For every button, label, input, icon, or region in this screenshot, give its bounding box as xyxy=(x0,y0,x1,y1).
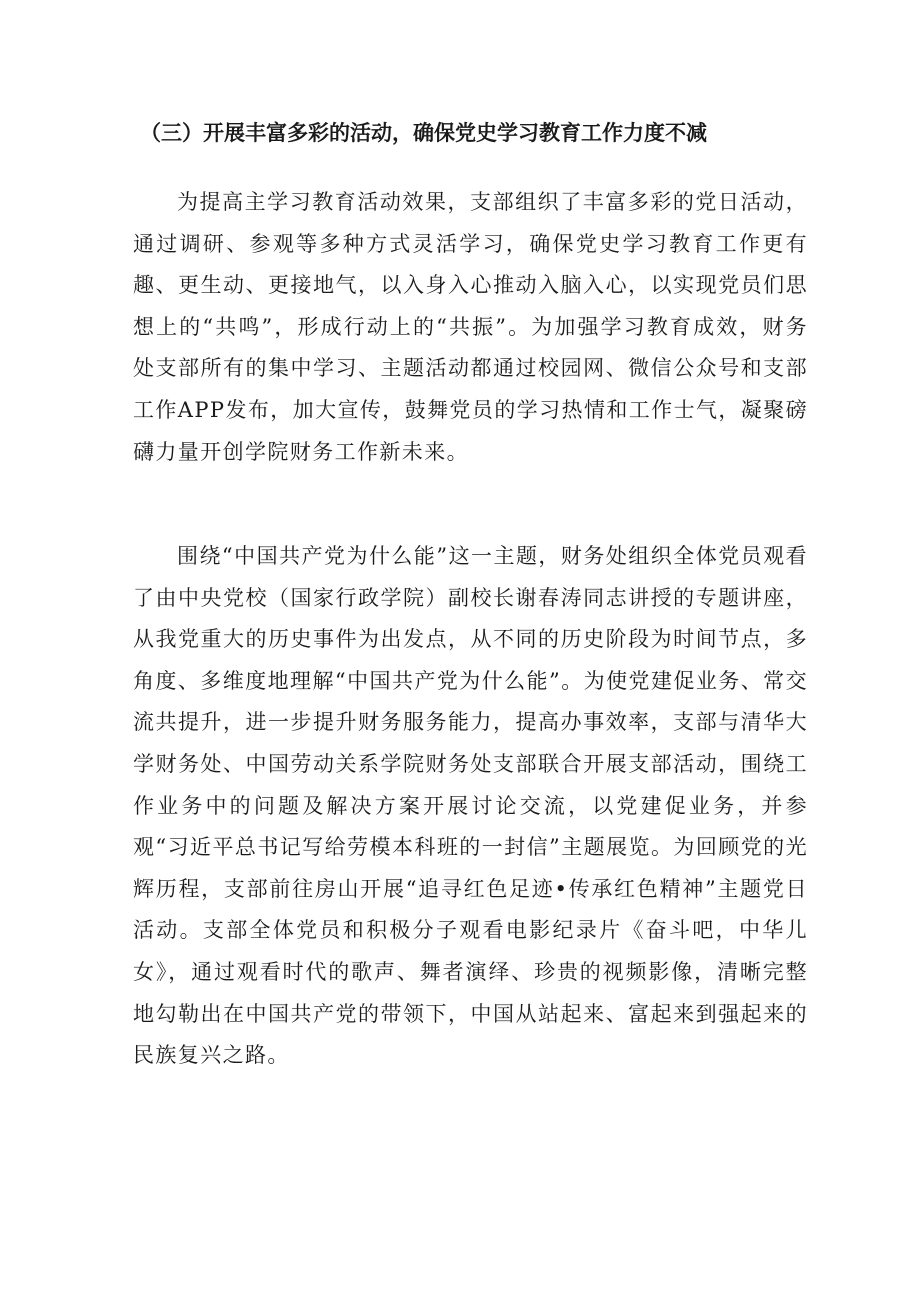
section-heading: （三）开展丰富多彩的活动，确保党史学习教育工作力度不减 xyxy=(140,120,707,145)
paragraph-theme-study: 围绕“中国共产党为什么能”这一主题，财务处组织全体党员观看了由中央党校（国家行政学院）副校长谢春涛同志讲授的专题讲座，从我党重大的历史事件为出发点，从不同的历史阶段为时间节点，多角度、多维度地理解“中国共产党为什么能”。为使党建促业务、常交流共提升，进一步提升财务服务能力，提高办事效率，支部与清华大学财务处、中国劳动关系学院财务处支部联合开展支部活动，围绕工作业务中的问题及解决方案开展讨论交流，以党建促业务，并参观“习近平总书记写给劳模本科班的一封信”主题展览。为回顾党的光辉历程，支部前往房山开展“追寻红色足迹•传承红色精神”主题党日活动。支部全体党员和积极分子观看电影纪录片《奋斗吧，中华儿女》，通过观看时代的歌声、舞者演绎、珍贵的视频影像，清晰完整地勾勒出在中国共产党的带领下，中国从站起来、富起来到强起来的民族复兴之路。 xyxy=(133,544,808,1068)
paragraph-activities: 为提高主学习教育活动效果，支部组织了丰富多彩的党日活动，通过调研、参观等多种方式灵活学习，确保党史学习教育工作更有趣、更生动、更接地气，以入身入心推动入脑入心，以实现党员们思想上的“共鸣”，形成行动上的“共振”。为加强学习教育成效，财务处支部所有的集中学习、主题活动都通过校园网、微信公众号和支部工作APP发布，加大宣传，鼓舞党员的学习热情和工作士气，凝聚磅礴力量开创学院财务工作新未来。 xyxy=(133,190,808,464)
